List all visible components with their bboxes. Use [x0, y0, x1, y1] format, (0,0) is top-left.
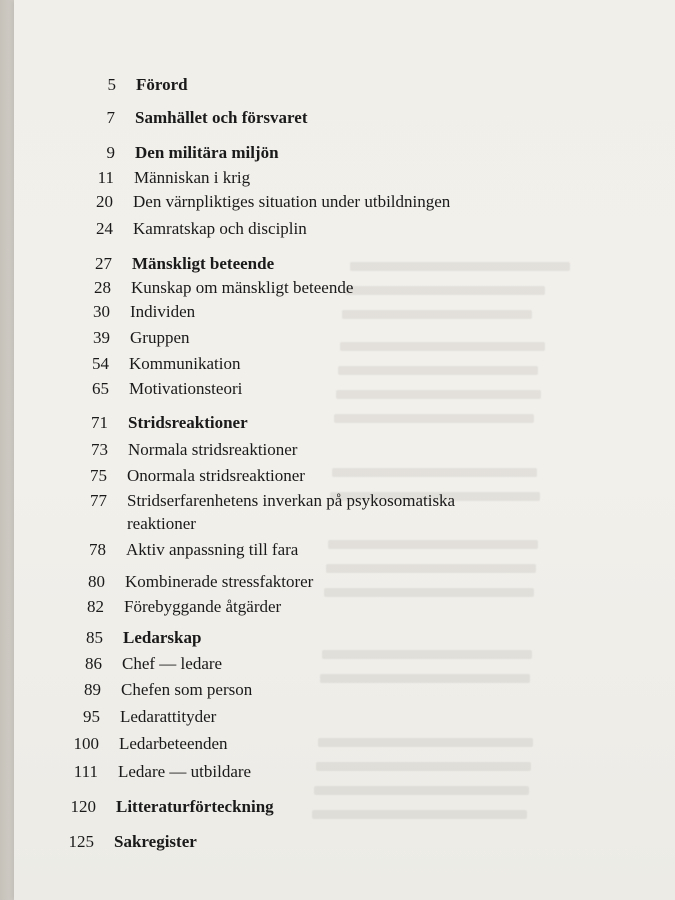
toc-title: Mänskligt beteende	[132, 254, 275, 273]
toc-page-number: 65	[92, 379, 109, 398]
toc-page-number: 78	[89, 540, 106, 559]
toc-page-number: 80	[88, 572, 105, 591]
toc-page-number: 39	[93, 328, 110, 347]
toc-page-number: 71	[91, 413, 108, 432]
toc-title: Stridserfarenhetens inverkan på psykosomatiska	[127, 491, 456, 510]
toc-page-number: 28	[94, 278, 111, 297]
toc-title: Litteraturförteckning	[116, 797, 274, 816]
toc-page-number: 125	[68, 832, 94, 851]
toc-page-number: 30	[93, 302, 110, 321]
toc-title: Stridsreaktioner	[128, 413, 248, 432]
toc-page-number: 100	[73, 734, 99, 753]
toc-page-number: 73	[91, 440, 108, 459]
toc-page-number: 7	[106, 108, 115, 127]
toc-title: Ledare — utbildare	[118, 762, 252, 781]
toc-page-number: 89	[84, 680, 101, 699]
book-page	[14, 0, 675, 900]
toc-title: Sakregister	[114, 832, 197, 851]
toc-title: Förebyggande åtgärder	[124, 597, 282, 616]
toc-page-number: 54	[92, 354, 109, 373]
toc-title: Aktiv anpassning till fara	[126, 540, 299, 559]
toc-page-number: 77	[90, 491, 107, 510]
toc-page-number: 120	[70, 797, 96, 816]
toc-title: Chefen som person	[121, 680, 253, 699]
toc-title: Motivationsteori	[129, 379, 243, 398]
toc-page-number: 95	[83, 707, 100, 726]
toc-title: Den värnpliktiges situation under utbildningen	[133, 192, 451, 211]
toc-title: Chef — ledare	[122, 654, 223, 673]
toc-title: Normala stridsreaktioner	[128, 440, 298, 459]
toc-title: Onormala stridsreaktioner	[127, 466, 305, 485]
toc-title: Gruppen	[130, 328, 190, 347]
toc-page-number: 27	[95, 254, 112, 273]
toc-page-number: 5	[107, 75, 116, 94]
toc-title: reaktioner	[127, 514, 196, 533]
toc-page-number: 86	[85, 654, 102, 673]
toc-page-number: 111	[73, 762, 98, 781]
toc-page-number: 82	[87, 597, 104, 616]
toc-page-number: 75	[90, 466, 107, 485]
toc-title: Ledarskap	[123, 628, 202, 647]
toc-page-number: 85	[86, 628, 103, 647]
toc-title: Förord	[136, 75, 188, 94]
toc-title: Ledarbeteenden	[119, 734, 228, 753]
toc-title: Ledarattityder	[120, 707, 217, 726]
toc-title: Den militära miljön	[135, 143, 279, 162]
toc-title: Kunskap om mänskligt beteende	[131, 278, 354, 297]
toc-title: Kommunikation	[129, 354, 241, 373]
toc-title: Individen	[130, 302, 196, 321]
toc-page-number: 24	[96, 219, 113, 238]
toc-page-number: 20	[96, 192, 113, 211]
toc-title: Samhället och försvaret	[135, 108, 308, 127]
toc-page-number: 9	[106, 143, 115, 162]
toc-title: Kombinerade stressfaktorer	[125, 572, 314, 591]
toc-page-number: 11	[97, 168, 114, 187]
toc-title: Kamratskap och disciplin	[133, 219, 307, 238]
toc-title: Människan i krig	[134, 168, 251, 187]
